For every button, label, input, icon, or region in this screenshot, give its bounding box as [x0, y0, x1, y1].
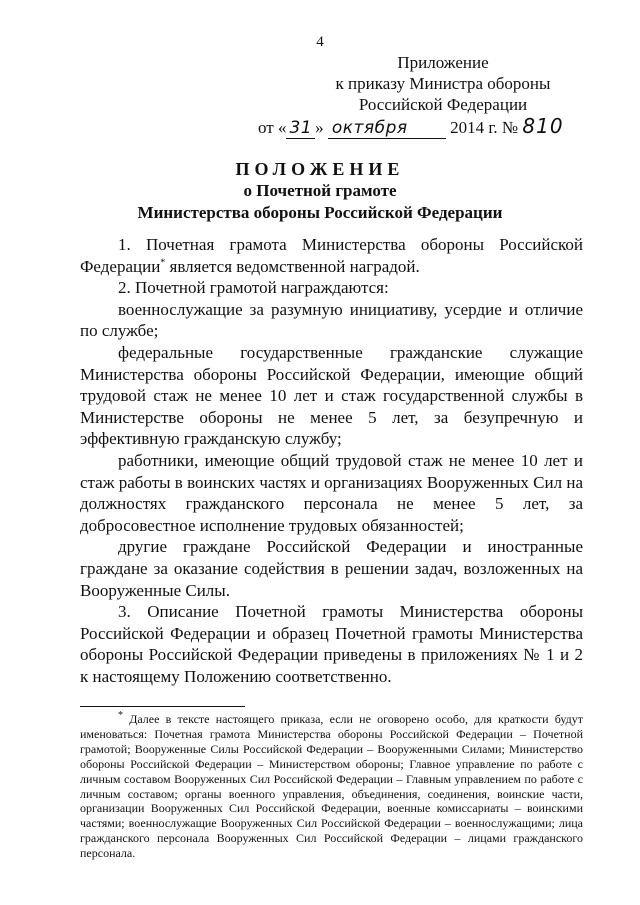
paragraph-1-text: 1. Почетная грамота Министерства обороны Российской Федерации	[80, 235, 583, 276]
title-main: ПОЛОЖЕНИЕ	[235, 159, 405, 179]
paragraph-4: федеральные государственные гражданские служащие Министерства обороны Российской Федерации, имеющие общий трудовой стаж не менее 10 лет и стаж государственной службы в Министерстве обороны не менее 5 лет, за безупречную и эффективную гражданскую службу;	[80, 342, 583, 449]
paragraph-6: другие граждане Российской Федерации и иностранные граждане за оказание содействия в решении задач, возложенных на Вооруженные Силы.	[80, 537, 583, 600]
appendix-line-3: Российской Федерации	[358, 95, 528, 114]
handwritten-day: 31	[286, 118, 315, 139]
footnote	[80, 712, 583, 861]
handwritten-order-number: 810	[522, 114, 564, 138]
date-close: »	[315, 118, 324, 137]
date-prefix: от «	[258, 118, 287, 137]
date-year: 2014 г. №	[450, 118, 519, 137]
appendix-line-2: к приказу Министра обороны	[335, 74, 551, 93]
title-line-3: Министерства обороны Российской Федерации	[137, 203, 503, 222]
paragraph-3: военнослужащие за разумную инициативу, усердие и отличие по службе;	[80, 299, 583, 341]
paragraph-1	[80, 234, 583, 277]
body-text	[80, 234, 583, 687]
footnote-ref: *	[160, 256, 166, 268]
paragraph-2: 2. Почетной грамотой награждаются:	[118, 278, 389, 298]
footnote-mark: *	[118, 710, 123, 721]
order-date-line	[258, 114, 564, 139]
appendix-line-1: Приложение	[397, 53, 489, 72]
footnote-divider	[80, 706, 245, 707]
handwritten-month: октября	[328, 118, 446, 139]
footnote-text-block	[80, 712, 583, 861]
document-title	[0, 158, 640, 224]
page-number: 4	[316, 34, 324, 50]
appendix-header	[278, 52, 608, 115]
paragraph-7: 3. Описание Почетной грамоты Министерства обороны Российской Федерации и образец Почетной грамоты Министерства обороны Российской Федерации приведены в приложениях № 1 и 2 к настоящему Положению соответственно.	[80, 602, 583, 686]
title-line-2: о Почетной грамоте	[243, 181, 397, 200]
footnote-text: Далее в тексте настоящего приказа, если не оговорено особо, для краткости будут именоваться: Почетная грамота Министерства обороны Российской Федерации – Почетной грамотой; Вооруженные Силы Российской Федерации – Вооруженными Силами; Министерство обороны Российской Федерации – Министерством обороны; Главное управление по работе с личным составом Вооруженных Сил Российской Федерации – Главным управлением по работе с личным составом; органы военного управления, объединения, соединения, воинские части, организации Вооруженных Сил Российской Федерации, военные комиссариаты – воинскими частями; военнослужащие Вооруженных Сил Российской Федерации – военнослужащими; лица гражданского персонала Вооруженных Сил Российской Федерации – лицами гражданского персонала.	[80, 712, 583, 861]
paragraph-5: работники, имеющие общий трудовой стаж не менее 10 лет и стаж работы в воинских частях и организациях Вооруженных Сил на должностях гражданского персонала не менее 5 лет, за добросовестное исполнение трудовых обязанностей;	[80, 450, 583, 535]
paragraph-1-tail: является ведомственной наградой.	[165, 256, 420, 276]
